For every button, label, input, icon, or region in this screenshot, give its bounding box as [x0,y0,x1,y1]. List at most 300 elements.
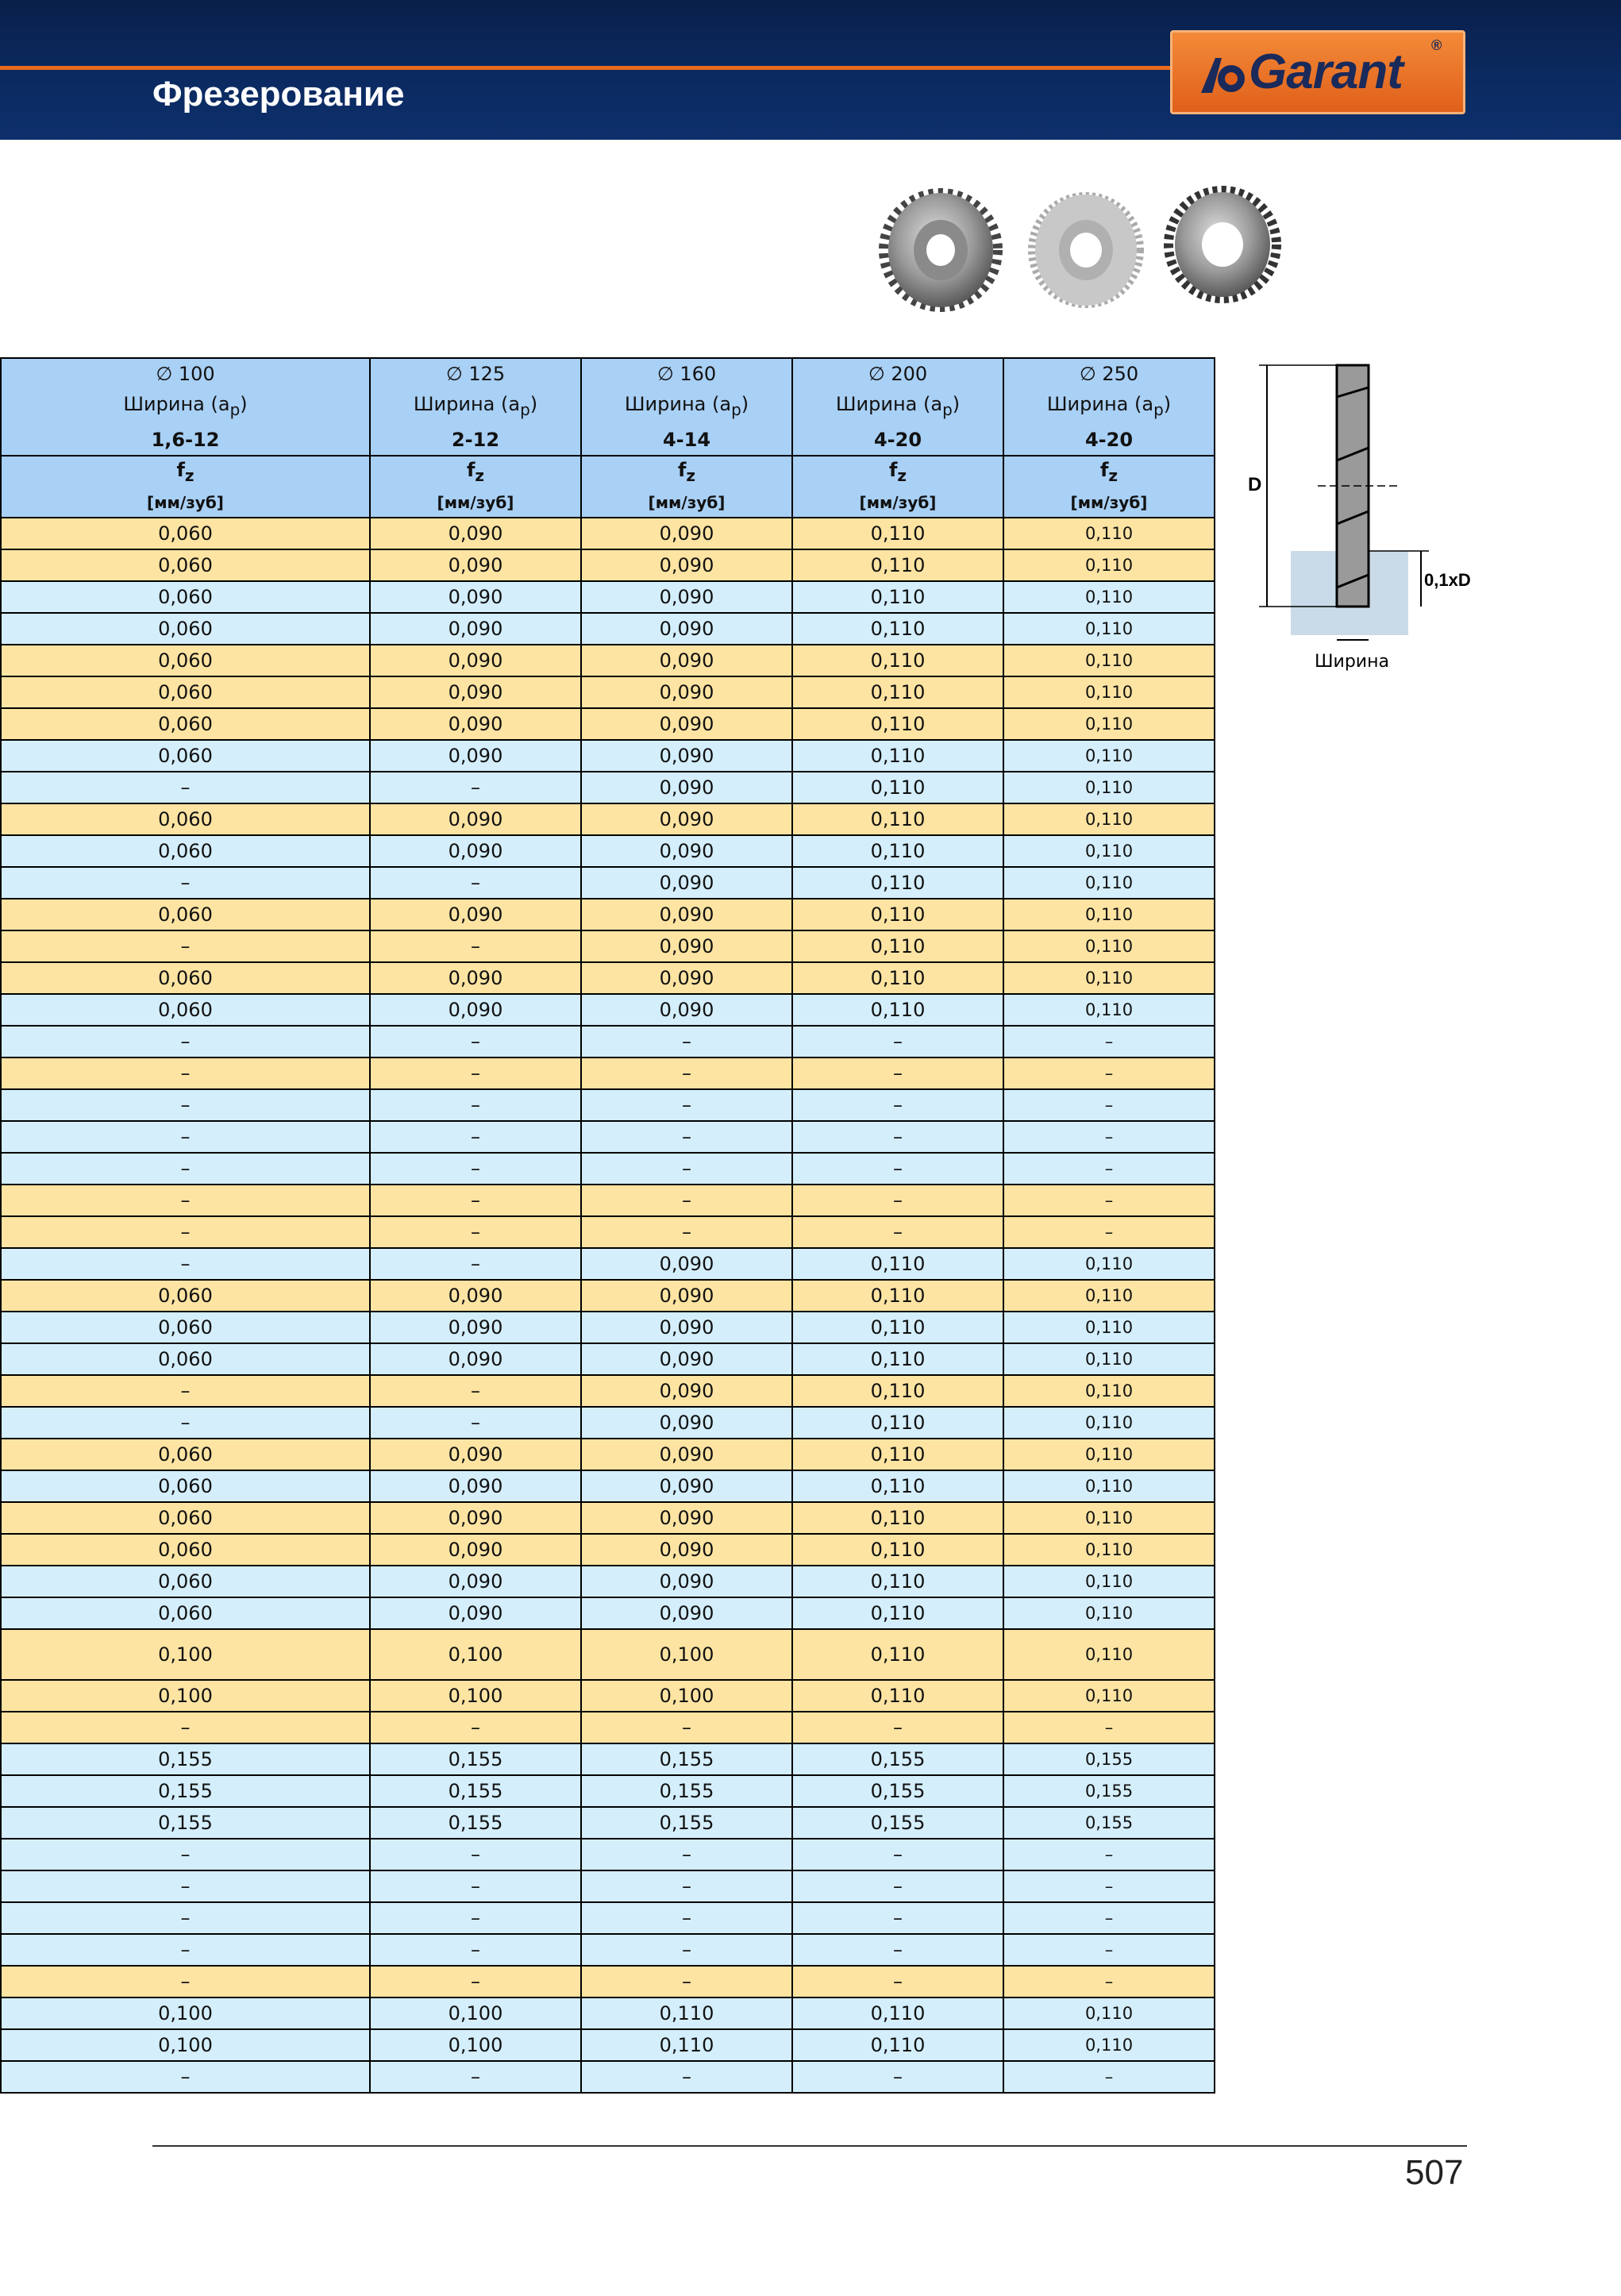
fz-label-subscript: z [897,466,907,486]
table-cell: 0,060 [1,518,370,549]
table-row [1,1375,1215,1407]
table-cell: 0,090 [581,899,792,930]
table-cell: – [1,1216,370,1248]
width-label-text: Ширина (a [624,393,732,415]
fz-label [1004,457,1214,489]
table-row [1,1534,1215,1566]
table-cell: – [792,1089,1003,1121]
diameter-label: ∅ 100 [156,363,215,385]
table-cell: 0,110 [792,1566,1003,1597]
table-cell: – [792,1121,1003,1153]
table-cell: 0,110 [792,1680,1003,1712]
table-row [1,1775,1215,1807]
table-row [1,1248,1215,1280]
table-row [1,1312,1215,1343]
logo-text: Garant [1249,44,1403,99]
table-cell: 0,090 [581,803,792,835]
table-row [1,1870,1215,1902]
table-row [1,994,1215,1026]
table-cell: – [370,867,581,899]
table-row [1,1343,1215,1375]
table-cell: 0,110 [1003,1439,1215,1470]
table-cell: 0,090 [370,803,581,835]
table-row [1,1121,1215,1153]
table-cell: 0,155 [581,1743,792,1775]
table-cell: 0,110 [1003,581,1215,613]
fz-label [2,457,369,489]
table-cell: – [1,1089,370,1121]
table-cell: 0,110 [1003,899,1215,930]
width-label-subscript: p [731,399,741,419]
table-cell: 0,110 [792,2029,1003,2061]
table-cell: – [1003,1153,1215,1185]
table-row [1,1185,1215,1216]
table-row [1,899,1215,930]
table-cell: 0,090 [370,1280,581,1312]
table-cell: – [1003,1902,1215,1934]
width-range: 4-20 [873,428,922,451]
table-cell: – [581,1870,792,1902]
table-cell: 0,110 [1003,676,1215,708]
table-cell: 0,100 [370,1629,581,1680]
table-cell: – [581,1185,792,1216]
feed-rate-table [0,357,1215,2094]
table-cell: 0,110 [1003,1407,1215,1439]
table-cell: 0,110 [792,1280,1003,1312]
table-cell: 0,110 [1003,803,1215,835]
table-cell: – [792,1870,1003,1902]
table-cell: 0,060 [1,962,370,994]
table-cell: – [1,1153,370,1185]
table-row [1,1026,1215,1057]
diameter-label: ∅ 160 [656,363,717,385]
table-cell: 0,090 [370,1312,581,1343]
table-row [1,2061,1215,2093]
table-cell: – [792,1216,1003,1248]
table-cell: – [1,1902,370,1934]
table-row [1,2029,1215,2061]
table-cell: 0,110 [792,962,1003,994]
table-cell: 0,060 [1,1534,370,1566]
table-cell: – [370,1375,581,1407]
table-cell: 0,090 [370,962,581,994]
table-cell: 0,110 [1003,645,1215,676]
table-cell: – [370,930,581,962]
fz-label-text: f [176,459,185,482]
table-cell: – [1,1026,370,1057]
diagram-depth-label: 0,1xD [1424,570,1471,590]
table-row [1,1089,1215,1121]
table-cell: 0,110 [1003,1680,1215,1712]
table-cell: – [370,1121,581,1153]
table-cell: 0,090 [370,645,581,676]
table-cell: 0,110 [792,899,1003,930]
table-cell: 0,090 [581,1566,792,1597]
saw-blade-2-icon [1032,195,1140,306]
table-cell: 0,090 [581,708,792,740]
table-row [1,1839,1215,1870]
table-cell: – [1,1712,370,1743]
table-cell: 0,090 [370,1470,581,1502]
table-row [1,803,1215,835]
table-cell: – [1003,1089,1215,1121]
garant-logo [1170,30,1465,114]
width-label: Ширина $(a_p)$ [123,393,248,419]
table-row [1,1743,1215,1775]
table-cell: – [370,1870,581,1902]
diameter-label: ∅ 125 [445,363,506,385]
table-cell: 0,060 [1,1439,370,1470]
table-cell: 0,090 [581,867,792,899]
table-cell: – [792,1185,1003,1216]
fz-label-text: f [888,459,898,482]
table-cell: – [1,1934,370,1966]
table-cell: 0,090 [370,994,581,1026]
table-row [1,549,1215,581]
table-cell: 0,110 [792,1248,1003,1280]
table-row [1,1216,1215,1248]
table-cell: 0,110 [792,1470,1003,1502]
table-cell: – [581,1089,792,1121]
table-cell: 0,155 [370,1807,581,1839]
table-cell: 0,090 [581,962,792,994]
table-cell: 0,090 [370,518,581,549]
table-cell: 0,090 [370,1566,581,1597]
table-cell: 0,110 [1003,1280,1215,1312]
table-cell: 0,090 [581,1248,792,1280]
table-row [1,518,1215,549]
table-cell: 0,060 [1,1502,370,1534]
table-cell: 0,100 [370,2029,581,2061]
table-cell: – [370,1216,581,1248]
header-accent-line [0,66,1173,70]
table-row [1,1997,1215,2029]
table-row [1,1502,1215,1534]
table-cell: 0,110 [792,930,1003,962]
table-row [1,1680,1215,1712]
table-cell: 0,110 [792,1502,1003,1534]
width-label-text: Ширина (a [835,393,943,415]
table-cell: 0,060 [1,899,370,930]
table-cell: 0,090 [581,1375,792,1407]
table-cell: – [1003,1934,1215,1966]
table-cell: 0,110 [792,708,1003,740]
table-cell: 0,060 [1,708,370,740]
cutter-dimension-diagram [1238,349,1508,683]
table-cell: 0,100 [1,1629,370,1680]
width-range: 4-14 [662,428,711,451]
table-cell: 0,110 [1003,1502,1215,1534]
unit-header-1 [1,456,370,518]
table-cell: – [1,772,370,803]
table-cell: – [792,1966,1003,1997]
width-range: 4-20 [1084,428,1134,451]
table-cell: 0,060 [1,803,370,835]
diagram-width-label: Ширина [1315,652,1389,672]
table-cell: 0,060 [1,676,370,708]
unit-header-3 [581,456,792,518]
table-cell: – [581,1712,792,1743]
table-cell: 0,155 [1003,1807,1215,1839]
table-cell: – [1,2061,370,2093]
table-cell: 0,110 [792,1312,1003,1343]
diagram-d-label: D [1248,474,1262,495]
table-cell: 0,110 [1003,835,1215,867]
fz-label-subscript: z [686,466,696,486]
table-cell: 0,090 [581,1470,792,1502]
table-cell: 0,060 [1,1312,370,1343]
table-cell: – [370,1248,581,1280]
table-cell: 0,110 [1003,1566,1215,1597]
table-row [1,1407,1215,1439]
table-cell: – [581,2061,792,2093]
table-row [1,1439,1215,1470]
table-cell: – [1003,2061,1215,2093]
width-label-subscript: p [229,399,241,419]
table-cell: 0,110 [1003,1248,1215,1280]
table-cell: – [792,2061,1003,2093]
table-cell: 0,110 [1003,994,1215,1026]
table-cell: 0,060 [1,1566,370,1597]
table-cell: 0,110 [792,740,1003,772]
table-cell: – [370,1407,581,1439]
table-cell: 0,110 [1003,740,1215,772]
unit-label: [мм/зуб] [437,493,514,513]
table-cell: – [1,1248,370,1280]
table-cell: 0,110 [1003,1343,1215,1375]
table-cell: – [1,1185,370,1216]
column-header-1 [1,358,370,456]
fz-label-text: f [677,459,687,482]
table-cell: 0,110 [792,1534,1003,1566]
table-cell: – [581,1966,792,1997]
unit-label: [мм/зуб] [147,493,224,513]
table-cell: 0,090 [581,645,792,676]
table-cell: 0,060 [1,1280,370,1312]
table-row [1,835,1215,867]
table-cell: 0,090 [370,708,581,740]
table-row [1,645,1215,676]
header-row-dimensions [1,358,1215,456]
table-cell: – [1,1057,370,1089]
table-cell: 0,110 [1003,930,1215,962]
table-row [1,867,1215,899]
diameter-label: ∅ 250 [1079,363,1139,385]
table-cell: – [581,1026,792,1057]
logo-registered-mark: ® [1431,37,1442,53]
table-row [1,1566,1215,1597]
table-cell: 0,155 [581,1775,792,1807]
table-cell: 0,110 [581,2029,792,2061]
table-row [1,772,1215,803]
table-cell: – [581,1216,792,1248]
table-row [1,1712,1215,1743]
table-cell: – [370,1026,581,1057]
table-cell: 0,090 [370,1439,581,1470]
table-cell: 0,100 [1,1997,370,2029]
table-cell: 0,090 [581,518,792,549]
table-cell: 0,155 [1,1807,370,1839]
table-row [1,1807,1215,1839]
table-cell: – [1,1839,370,1870]
width-label-subscript: p [1153,399,1164,419]
table-cell: – [370,1839,581,1870]
table-row [1,1153,1215,1185]
table-cell: 0,090 [581,740,792,772]
table-cell: 0,090 [581,772,792,803]
table-cell: – [1,930,370,962]
table-cell: 0,110 [792,1407,1003,1439]
table-cell: 0,110 [1003,867,1215,899]
table-cell: 0,060 [1,1343,370,1375]
table-cell: 0,110 [792,1629,1003,1680]
table-row [1,740,1215,772]
table-cell: 0,060 [1,740,370,772]
table-row [1,1934,1215,1966]
table-cell: – [370,1185,581,1216]
table-cell: 0,090 [370,899,581,930]
table-cell: 0,155 [1,1743,370,1775]
feed-rate-table-body [1,358,1215,2093]
saw-blade-1-icon [884,193,998,307]
table-cell: – [370,1153,581,1185]
table-cell: – [370,1712,581,1743]
table-cell: 0,090 [581,1407,792,1439]
table-cell: 0,100 [370,1680,581,1712]
table-cell: 0,155 [1003,1775,1215,1807]
table-row [1,676,1215,708]
table-cell: – [1003,1185,1215,1216]
table-cell: – [792,1712,1003,1743]
fz-label [793,457,1003,489]
width-label: Ширина $(a_p)$ [413,393,538,419]
table-cell: – [581,1057,792,1089]
table-cell: 0,110 [792,1997,1003,2029]
table-cell: – [581,1902,792,1934]
table-cell: – [581,1934,792,1966]
table-cell: 0,090 [581,581,792,613]
fz-label-subscript: z [1108,466,1119,486]
table-cell: 0,100 [581,1680,792,1712]
table-cell: 0,090 [370,581,581,613]
fz-label [582,457,791,489]
table-cell: – [1003,1026,1215,1057]
table-cell: 0,155 [792,1775,1003,1807]
fz-label-text: f [466,459,476,482]
table-cell: 0,110 [1003,1470,1215,1502]
unit-label: [мм/зуб] [1070,493,1148,513]
table-row [1,581,1215,613]
fz-label-text: f [1099,459,1109,482]
table-cell: 0,090 [370,613,581,645]
table-cell: 0,110 [792,1375,1003,1407]
table-row [1,1966,1215,1997]
width-label-subscript: p [520,399,530,419]
table-cell: 0,090 [581,1280,792,1312]
table-cell: 0,090 [581,1312,792,1343]
table-cell: 0,155 [370,1775,581,1807]
table-cell: – [1,1870,370,1902]
width-label: Ширина $(a_p)$ [624,393,749,419]
table-cell: – [1,1375,370,1407]
width-range: 2-12 [451,428,500,451]
table-row [1,962,1215,994]
table-cell: 0,110 [792,518,1003,549]
table-cell: 0,110 [1003,1312,1215,1343]
table-cell: 0,100 [1,2029,370,2061]
table-cell: – [581,1153,792,1185]
table-cell: 0,110 [792,581,1003,613]
table-cell: 0,090 [370,1502,581,1534]
table-cell: 0,110 [792,549,1003,581]
width-label: Ширина $(a_p)$ [1046,393,1172,419]
table-cell: 0,110 [1003,2029,1215,2061]
table-row [1,930,1215,962]
unit-header-2 [370,456,581,518]
width-label-text: Ширина (a [413,393,521,415]
column-header-3 [581,358,792,456]
table-cell: 0,100 [581,1629,792,1680]
table-cell: 0,090 [581,930,792,962]
unit-header-5 [1003,456,1215,518]
table-cell: 0,090 [581,676,792,708]
table-cell: – [1,1407,370,1439]
table-cell: – [792,1026,1003,1057]
column-header-2 [370,358,581,456]
table-cell: 0,090 [581,994,792,1026]
table-cell: 0,060 [1,549,370,581]
table-cell: 0,110 [792,772,1003,803]
fz-label-subscript: z [184,466,194,486]
table-row [1,708,1215,740]
table-cell: 0,155 [792,1743,1003,1775]
table-cell: 0,110 [1003,708,1215,740]
table-row [1,1902,1215,1934]
table-cell: – [581,1121,792,1153]
table-cell: – [370,1089,581,1121]
saw-blade-photos [873,151,1286,349]
table-cell: 0,100 [370,1997,581,2029]
table-cell: 0,060 [1,613,370,645]
table-cell: 0,110 [1003,549,1215,581]
footer-rule [152,2145,1467,2147]
table-cell: 0,090 [370,1534,581,1566]
unit-header-4 [792,456,1003,518]
table-cell: 0,090 [370,835,581,867]
table-cell: 0,110 [1003,962,1215,994]
table-cell: 0,060 [1,835,370,867]
garant-logo-icon [1196,50,1247,101]
table-cell: 0,110 [1003,1597,1215,1629]
table-cell: 0,060 [1,1470,370,1502]
table-cell: 0,110 [792,645,1003,676]
table-cell: – [792,1902,1003,1934]
table-cell: – [1003,1870,1215,1902]
table-cell: 0,090 [370,1343,581,1375]
table-cell: 0,110 [792,1597,1003,1629]
table-cell: 0,100 [1,1680,370,1712]
table-cell: – [792,1153,1003,1185]
table-row [1,1629,1215,1680]
table-cell: 0,110 [1003,1534,1215,1566]
table-cell: – [792,1057,1003,1089]
table-cell: 0,110 [1003,1375,1215,1407]
table-cell: 0,110 [1003,1629,1215,1680]
table-cell: 0,110 [792,867,1003,899]
table-cell: – [1003,1839,1215,1870]
table-cell: – [1003,1966,1215,1997]
table-cell: 0,060 [1,645,370,676]
